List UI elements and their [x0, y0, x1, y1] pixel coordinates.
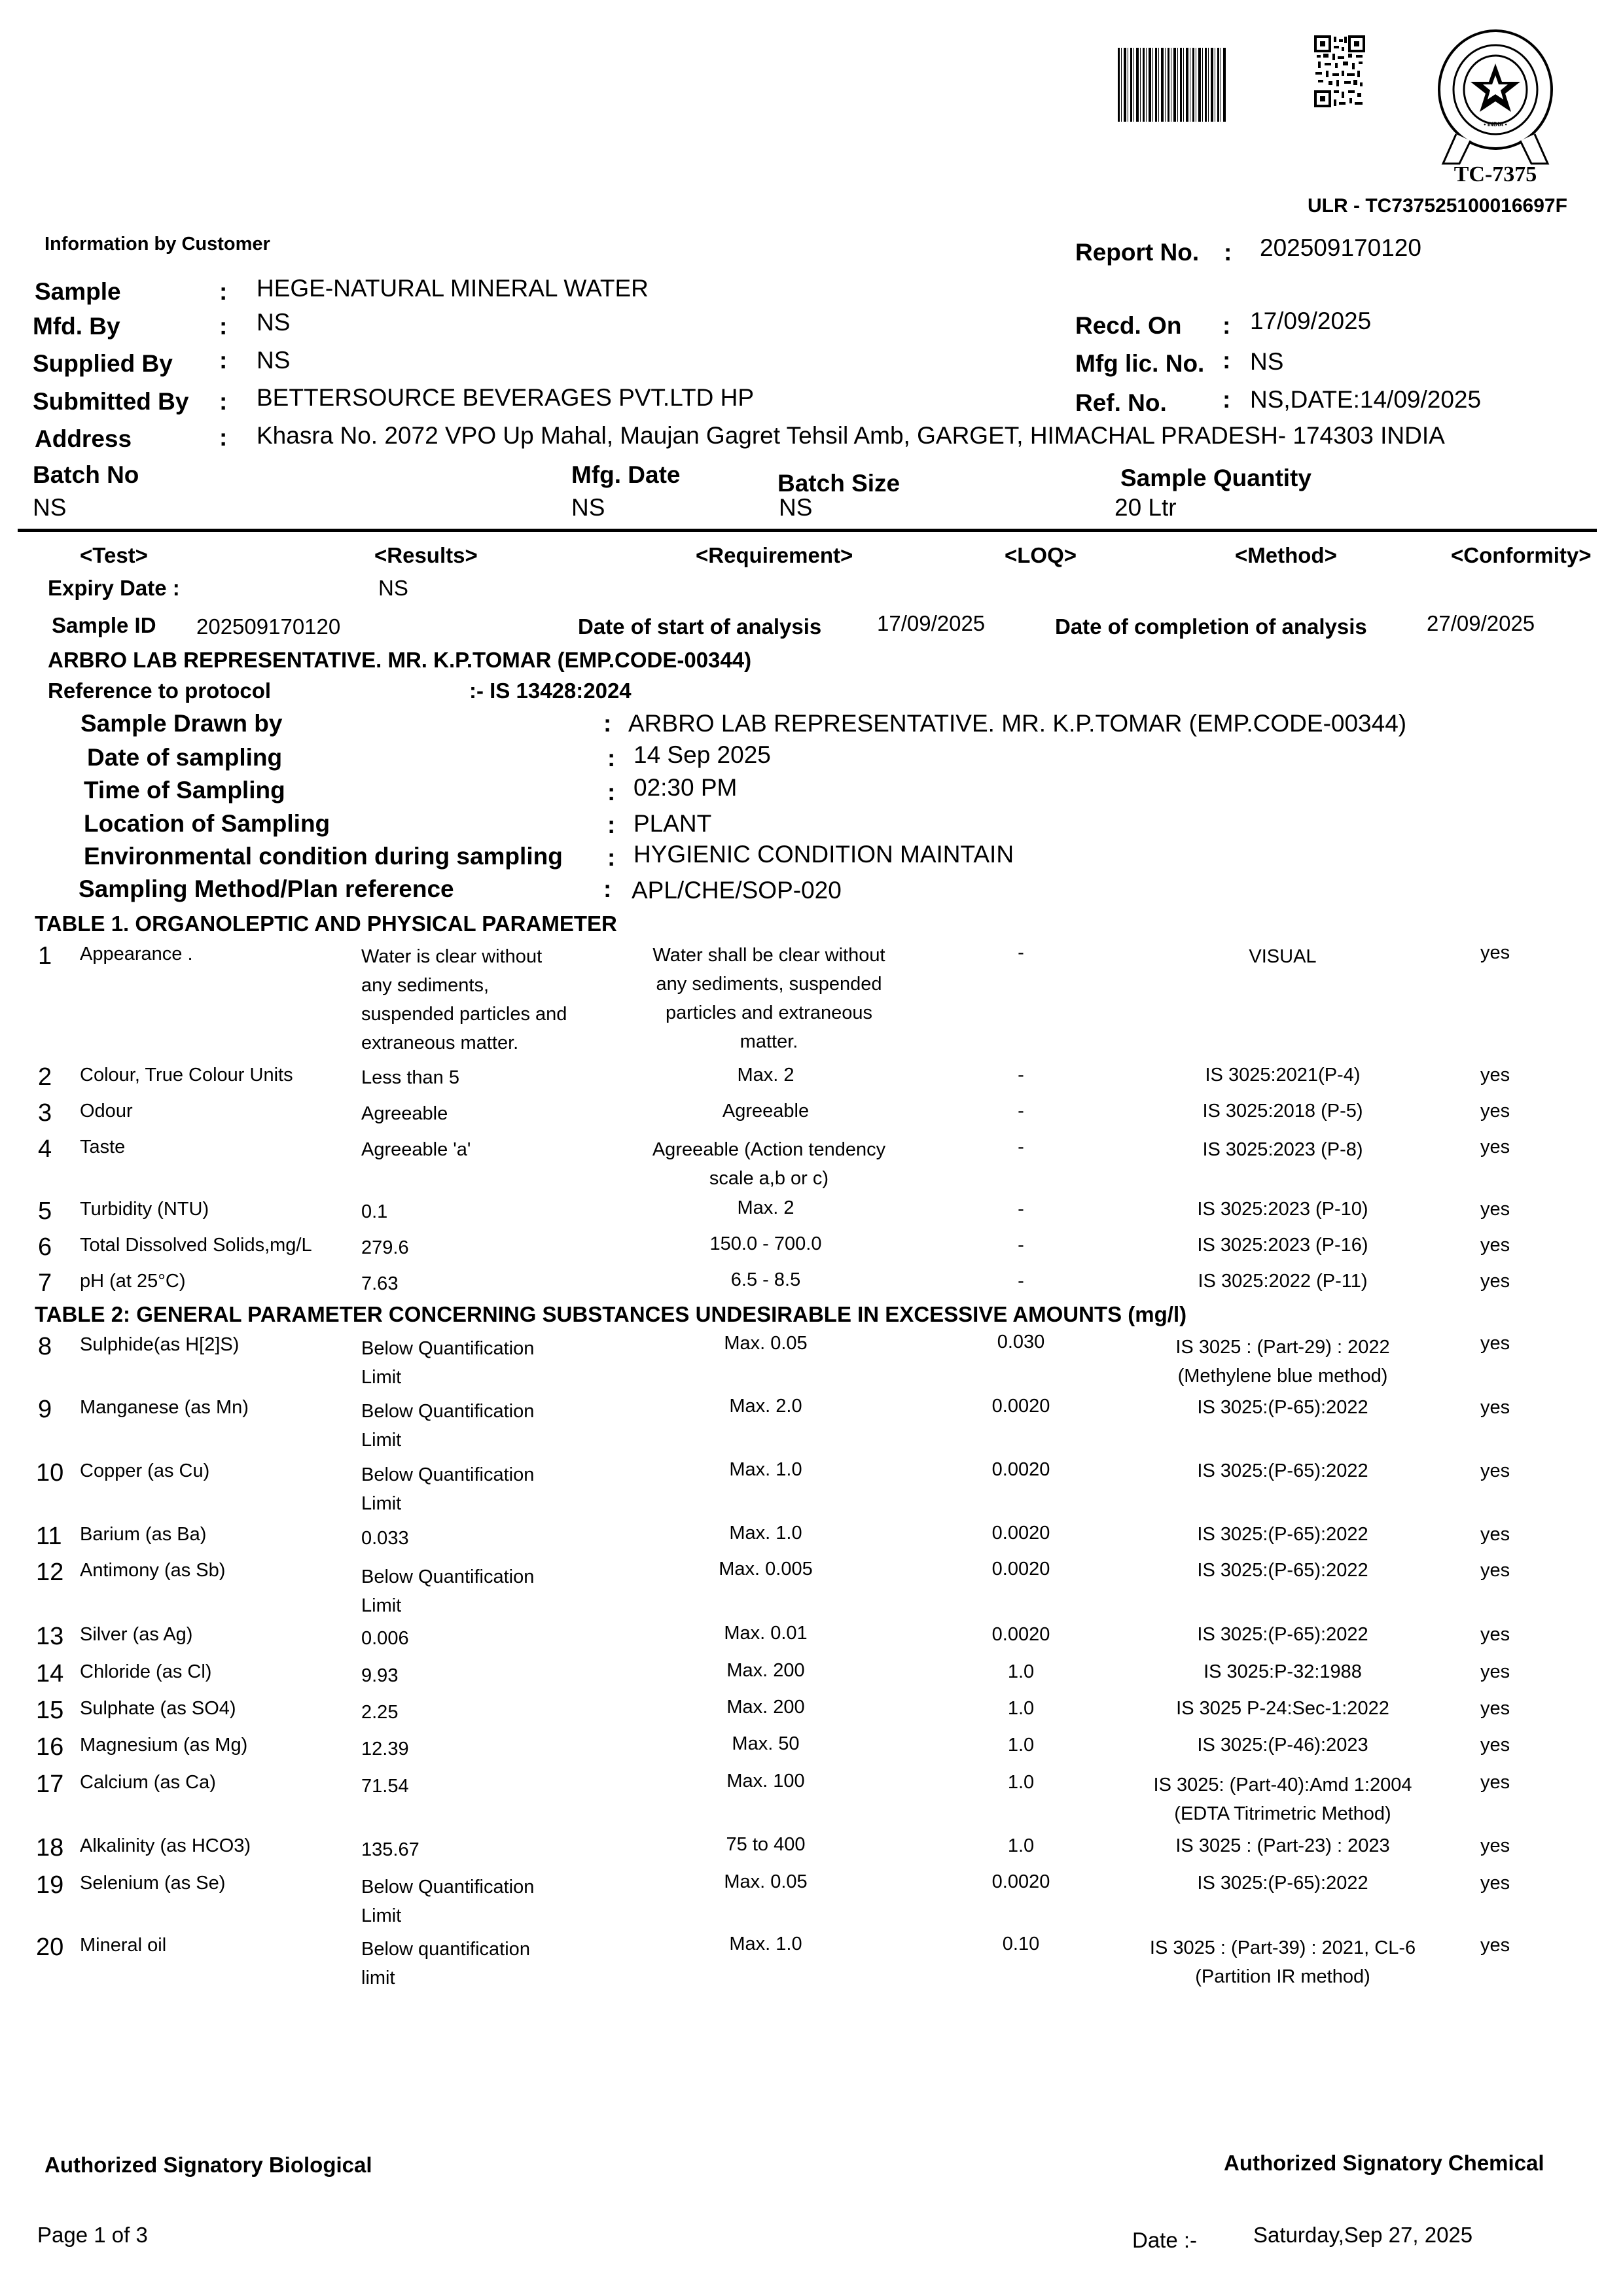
- label-sample-id: Sample ID: [52, 613, 156, 637]
- value-completion-of-analysis: 27/09/2025: [1427, 611, 1535, 635]
- loq: 1.0: [1007, 1772, 1035, 1793]
- test-name: Manganese (as Mn): [80, 1397, 249, 1418]
- test-name: Barium (as Ba): [80, 1524, 207, 1545]
- row-number: 15: [36, 1697, 64, 1724]
- test-name: Magnesium (as Mg): [80, 1735, 248, 1756]
- method: IS 3025:2023 (P-8): [1202, 1139, 1363, 1160]
- conformity: yes: [1480, 1624, 1510, 1645]
- method: IS 3025:2023 (P-16): [1197, 1235, 1368, 1256]
- label-start-of-analysis: Date of start of analysis: [578, 614, 822, 639]
- result: Agreeable 'a': [361, 1139, 471, 1160]
- colon: :: [607, 811, 616, 838]
- colon: :: [603, 710, 612, 737]
- test-name: Alkalinity (as HCO3): [80, 1835, 251, 1856]
- conformity: yes: [1480, 1873, 1510, 1894]
- loq: 0.0020: [991, 1523, 1050, 1544]
- test-name: Colour, True Colour Units: [80, 1065, 293, 1086]
- test-name: Sulphide(as H[2]S): [80, 1334, 240, 1355]
- loq: 0.0020: [991, 1559, 1050, 1580]
- method: VISUAL: [1249, 946, 1317, 967]
- label-environmental-condition: Environmental condition during sampling: [84, 843, 563, 870]
- test-name: Appearance .: [80, 944, 193, 964]
- row-number: 11: [36, 1523, 62, 1550]
- result: 279.6: [361, 1237, 409, 1258]
- method: IS 3025 P-24:Sec-1:2022: [1176, 1698, 1389, 1719]
- loq: 0.0020: [991, 1624, 1050, 1645]
- loq: 1.0: [1007, 1698, 1035, 1719]
- label-sample: Sample: [35, 278, 121, 305]
- loq: 0.10: [1002, 1934, 1040, 1954]
- test-name: Calcium (as Ca): [80, 1772, 216, 1793]
- method: IS 3025:(P-65):2022: [1197, 1873, 1368, 1894]
- conformity: yes: [1480, 1661, 1510, 1682]
- requirement: Max. 1.0: [729, 1934, 802, 1954]
- conformity: yes: [1480, 1271, 1510, 1292]
- row-number: 20: [36, 1934, 64, 1961]
- value-batch-no: NS: [33, 494, 67, 521]
- result: Less than 5: [361, 1067, 459, 1088]
- method: IS 3025:(P-65):2022: [1197, 1397, 1368, 1418]
- requirement: Max. 1.0: [729, 1459, 802, 1480]
- loq: -: [1018, 1199, 1024, 1220]
- requirement: Max. 200: [726, 1660, 805, 1681]
- row-number: 12: [36, 1559, 64, 1586]
- page-number: Page 1 of 3: [37, 2223, 148, 2247]
- loq: 1.0: [1007, 1735, 1035, 1756]
- test-name: Mineral oil: [80, 1935, 167, 1956]
- row-number: 7: [38, 1269, 52, 1297]
- colon: :: [219, 278, 228, 305]
- test-name: Chloride (as Cl): [80, 1661, 212, 1682]
- result: Below Quantification Limit: [361, 1877, 535, 1926]
- row-number: 19: [36, 1871, 64, 1899]
- method: IS 3025 : (Part-29) : 2022 (Methylene blue method): [1175, 1337, 1390, 1386]
- method: IS 3025:(P-65):2022: [1197, 1524, 1368, 1545]
- colon: :: [1222, 386, 1231, 413]
- conformity: yes: [1480, 1835, 1510, 1856]
- section-title-customer-info: Information by Customer: [45, 234, 270, 255]
- row-number: 8: [38, 1333, 52, 1360]
- result: 9.93: [361, 1665, 399, 1686]
- test-name: Copper (as Cu): [80, 1460, 210, 1481]
- requirement: Max. 0.05: [724, 1333, 808, 1354]
- colon: :: [607, 745, 616, 771]
- test-name: Total Dissolved Solids,mg/L: [80, 1235, 312, 1256]
- label-recd-on: Recd. On: [1075, 312, 1182, 339]
- result: 135.67: [361, 1839, 419, 1860]
- loq: 1.0: [1007, 1835, 1035, 1856]
- conformity: yes: [1480, 1735, 1510, 1756]
- label-date-of-sampling: Date of sampling: [87, 744, 283, 771]
- result: Below Quantification Limit: [361, 1464, 535, 1514]
- value-date-of-sampling: 14 Sep 2025: [633, 741, 771, 768]
- row-number: 4: [38, 1135, 52, 1163]
- label-ref-no: Ref. No.: [1075, 389, 1167, 416]
- value-sample-id: [93, 614, 340, 639]
- loq: -: [1018, 942, 1024, 963]
- result: Below Quantification Limit: [361, 1338, 535, 1388]
- requirement: Max. 1.0: [729, 1523, 802, 1544]
- label-expiry-date: Expiry Date :: [48, 576, 180, 600]
- value-report-date: Saturday,Sep 27, 2025: [1253, 2223, 1473, 2247]
- svg-text:TC-7375: TC-7375: [1454, 162, 1537, 183]
- row-number: 1: [38, 942, 52, 970]
- label-submitted-by: Submitted By: [33, 388, 189, 415]
- result: Agreeable: [361, 1103, 448, 1124]
- colon: :: [607, 844, 616, 871]
- loq: -: [1018, 1137, 1024, 1157]
- value-sample-quantity: 20 Ltr: [1115, 494, 1177, 521]
- label-supplied-by: Supplied By: [33, 350, 173, 377]
- value-sample: HEGE-NATURAL MINERAL WATER: [257, 275, 649, 302]
- result: 12.39: [361, 1739, 409, 1759]
- label-mfd-by: Mfd. By: [33, 313, 120, 340]
- conformity: yes: [1480, 1524, 1510, 1545]
- method: IS 3025:(P-65):2022: [1197, 1624, 1368, 1645]
- label-reference-to-protocol: Reference to protocol: [48, 679, 272, 703]
- table2-title: TABLE 2: GENERAL PARAMETER CONCERNING SUBSTANCES UNDESIRABLE IN EXCESSIVE AMOUNTS (mg/l): [35, 1302, 1187, 1326]
- method: IS 3025: (Part-40):Amd 1:2004 (EDTA Titrimetric Method): [1153, 1775, 1412, 1824]
- label-address: Address: [35, 425, 132, 452]
- result: 0.1: [361, 1201, 388, 1222]
- value-location-of-sampling: PLANT: [633, 810, 712, 837]
- barcode-icon: [1118, 48, 1226, 122]
- qr-code-icon: [1314, 34, 1365, 110]
- column-header-requirement: <Requirement>: [696, 543, 853, 567]
- loq: 1.0: [1007, 1661, 1035, 1682]
- method: IS 3025 : (Part-39) : 2021, CL-6 (Partition IR method): [1149, 1937, 1416, 1987]
- label-report-no: Report No.: [1075, 239, 1200, 266]
- column-header-method: <Method>: [1235, 543, 1337, 567]
- value-environmental-condition: HYGIENIC CONDITION MAINTAIN: [633, 841, 1014, 868]
- result: 0.033: [361, 1528, 409, 1549]
- result: Water is clear without any sediments, suspended particles and extraneous matter.: [361, 946, 567, 1053]
- value-sampling-method: APL/CHE/SOP-020: [632, 877, 842, 904]
- svg-text:• INDIA •: • INDIA •: [1484, 121, 1507, 128]
- loq: 0.0020: [991, 1871, 1050, 1892]
- requirement: Water shall be clear without any sediments, suspended particles and extraneous matter.: [652, 945, 885, 1052]
- requirement: Max. 0.01: [724, 1623, 808, 1644]
- result: 0.006: [361, 1628, 409, 1649]
- loq: 0.0020: [991, 1459, 1050, 1480]
- colon: :: [219, 313, 228, 340]
- conformity: yes: [1480, 1333, 1510, 1354]
- method: IS 3025:(P-65):2022: [1197, 1460, 1368, 1481]
- colon: :: [607, 779, 616, 805]
- requirement: Max. 2: [737, 1197, 794, 1218]
- requirement: Max. 2: [737, 1065, 794, 1086]
- result: 7.63: [361, 1273, 399, 1294]
- conformity: yes: [1480, 942, 1510, 963]
- row-number: 18: [36, 1834, 64, 1862]
- requirement: 6.5 - 8.5: [730, 1269, 801, 1290]
- value-mfg-lic-no: NS: [1250, 348, 1284, 375]
- section-divider: [18, 529, 1597, 532]
- test-name: Antimony (as Sb): [80, 1560, 226, 1581]
- loq: -: [1018, 1101, 1024, 1122]
- requirement: Max. 0.005: [719, 1559, 813, 1580]
- method: IS 3025:2021(P-4): [1205, 1065, 1361, 1086]
- sample-id-text: 202509170120: [196, 614, 341, 639]
- loq: -: [1018, 1065, 1024, 1086]
- row-number: 6: [38, 1233, 52, 1261]
- method: IS 3025:(P-65):2022: [1197, 1560, 1368, 1581]
- method: IS 3025:P-32:1988: [1204, 1661, 1362, 1682]
- conformity: yes: [1480, 1065, 1510, 1086]
- row-number: 10: [36, 1459, 64, 1487]
- label-sampling-method: Sampling Method/Plan reference: [79, 875, 454, 902]
- requirement: Agreeable: [722, 1101, 810, 1122]
- result: 71.54: [361, 1776, 409, 1797]
- method: IS 3025 : (Part-23) : 2023: [1175, 1835, 1390, 1856]
- result: Below Quantification Limit: [361, 1566, 535, 1616]
- label-time-of-sampling: Time of Sampling: [84, 777, 285, 804]
- test-name: Selenium (as Se): [80, 1873, 226, 1894]
- requirement: 75 to 400: [726, 1834, 806, 1855]
- result: 2.25: [361, 1702, 399, 1723]
- value-mfd-by: NS: [257, 309, 291, 336]
- test-name: Odour: [80, 1101, 133, 1122]
- conformity: yes: [1480, 1199, 1510, 1220]
- row-number: 13: [36, 1623, 64, 1650]
- requirement: Max. 200: [726, 1697, 805, 1718]
- colon: :: [603, 875, 612, 902]
- requirement: Max. 50: [732, 1733, 800, 1754]
- colon: :: [1222, 312, 1231, 339]
- colon: :: [1222, 347, 1231, 374]
- label-mfg-date: Mfg. Date: [571, 461, 681, 488]
- conformity: yes: [1480, 1235, 1510, 1256]
- signatory-chemical: Authorized Signatory Chemical: [1224, 2151, 1544, 2175]
- value-supplied-by: NS: [257, 347, 291, 374]
- value-address: Khasra No. 2072 VPO Up Mahal, Maujan Gagret Tehsil Amb, GARGET, HIMACHAL PRADESH- 174303 INDIA: [257, 422, 1445, 449]
- loq: -: [1018, 1235, 1024, 1256]
- loq: -: [1018, 1271, 1024, 1292]
- signatory-biological: Authorized Signatory Biological: [45, 2153, 372, 2177]
- colon: :: [219, 388, 228, 415]
- value-start-of-analysis: 17/09/2025: [877, 611, 986, 635]
- label-batch-size: Batch Size: [777, 470, 901, 497]
- requirement: 150.0 - 700.0: [709, 1233, 822, 1254]
- nabl-accreditation-seal-icon: [1430, 29, 1561, 183]
- row-number: 2: [38, 1063, 52, 1091]
- row-number: 14: [36, 1660, 64, 1687]
- column-header-loq: <LOQ>: [1005, 543, 1077, 567]
- row-number: 9: [38, 1396, 52, 1423]
- conformity: yes: [1480, 1772, 1510, 1793]
- loq: 0.030: [997, 1332, 1045, 1352]
- value-reference-to-protocol: :- IS 13428:2024: [469, 679, 632, 703]
- test-name: Taste: [80, 1137, 126, 1157]
- label-report-date: Date :-: [1132, 2228, 1198, 2252]
- requirement: Max. 0.05: [724, 1871, 808, 1892]
- value-batch-size: NS: [779, 494, 813, 521]
- table1-title: TABLE 1. ORGANOLEPTIC AND PHYSICAL PARAMETER: [35, 911, 617, 936]
- test-name: Silver (as Ag): [80, 1624, 193, 1645]
- representative: ARBRO LAB REPRESENTATIVE. MR. K.P.TOMAR (EMP.CODE-00344): [48, 648, 752, 672]
- column-header-results: <Results>: [374, 543, 478, 567]
- value-expiry-date: NS: [378, 576, 408, 600]
- colon: :: [219, 424, 228, 451]
- result: Below Quantification Limit: [361, 1401, 535, 1451]
- requirement: Agreeable (Action tendency scale a,b or c): [652, 1139, 886, 1189]
- value-time-of-sampling: 02:30 PM: [633, 774, 738, 801]
- conformity: yes: [1480, 1460, 1510, 1481]
- conformity: yes: [1480, 1698, 1510, 1719]
- label-sample-drawn-by: Sample Drawn by: [80, 710, 283, 737]
- value-recd-on: 17/09/2025: [1250, 308, 1372, 334]
- label-location-of-sampling: Location of Sampling: [84, 810, 330, 837]
- ulr-number: ULR - TC737525100016697F: [1308, 195, 1567, 217]
- value-submitted-by: BETTERSOURCE BEVERAGES PVT.LTD HP: [257, 384, 755, 411]
- conformity: yes: [1480, 1397, 1510, 1418]
- test-name: Sulphate (as SO4): [80, 1698, 236, 1719]
- result: Below quantification limit: [361, 1939, 530, 1988]
- column-header-conformity: <Conformity>: [1451, 543, 1592, 567]
- row-number: 5: [38, 1197, 52, 1225]
- value-mfg-date: NS: [571, 494, 605, 521]
- row-number: 3: [38, 1099, 52, 1127]
- loq: 0.0020: [991, 1396, 1050, 1417]
- method: IS 3025:2023 (P-10): [1197, 1199, 1368, 1220]
- column-header-test: <Test>: [80, 543, 148, 567]
- conformity: yes: [1480, 1137, 1510, 1157]
- label-completion-of-analysis: Date of completion of analysis: [1055, 614, 1367, 639]
- row-number: 17: [36, 1771, 64, 1798]
- requirement: Max. 100: [726, 1771, 805, 1792]
- method: IS 3025:2018 (P-5): [1202, 1101, 1363, 1122]
- label-sample-quantity: Sample Quantity: [1120, 465, 1311, 491]
- method: IS 3025:(P-46):2023: [1197, 1735, 1368, 1756]
- conformity: yes: [1480, 1935, 1510, 1956]
- value-report-no: 202509170120: [1260, 234, 1421, 261]
- value-ref-no: NS,DATE:14/09/2025: [1250, 386, 1482, 413]
- conformity: yes: [1480, 1101, 1510, 1122]
- test-name: pH (at 25°C): [80, 1271, 186, 1292]
- test-name: Turbidity (NTU): [80, 1199, 209, 1220]
- row-number: 16: [36, 1733, 64, 1761]
- value-sample-drawn-by: ARBRO LAB REPRESENTATIVE. MR. K.P.TOMAR (EMP.CODE-00344): [628, 710, 1407, 737]
- method: IS 3025:2022 (P-11): [1198, 1271, 1368, 1292]
- requirement: Max. 2.0: [729, 1396, 802, 1417]
- label-mfg-lic-no: Mfg lic. No.: [1075, 350, 1205, 377]
- conformity: yes: [1480, 1560, 1510, 1581]
- colon: :: [1224, 239, 1232, 266]
- label-batch-no: Batch No: [33, 461, 139, 488]
- colon: :: [219, 347, 228, 374]
